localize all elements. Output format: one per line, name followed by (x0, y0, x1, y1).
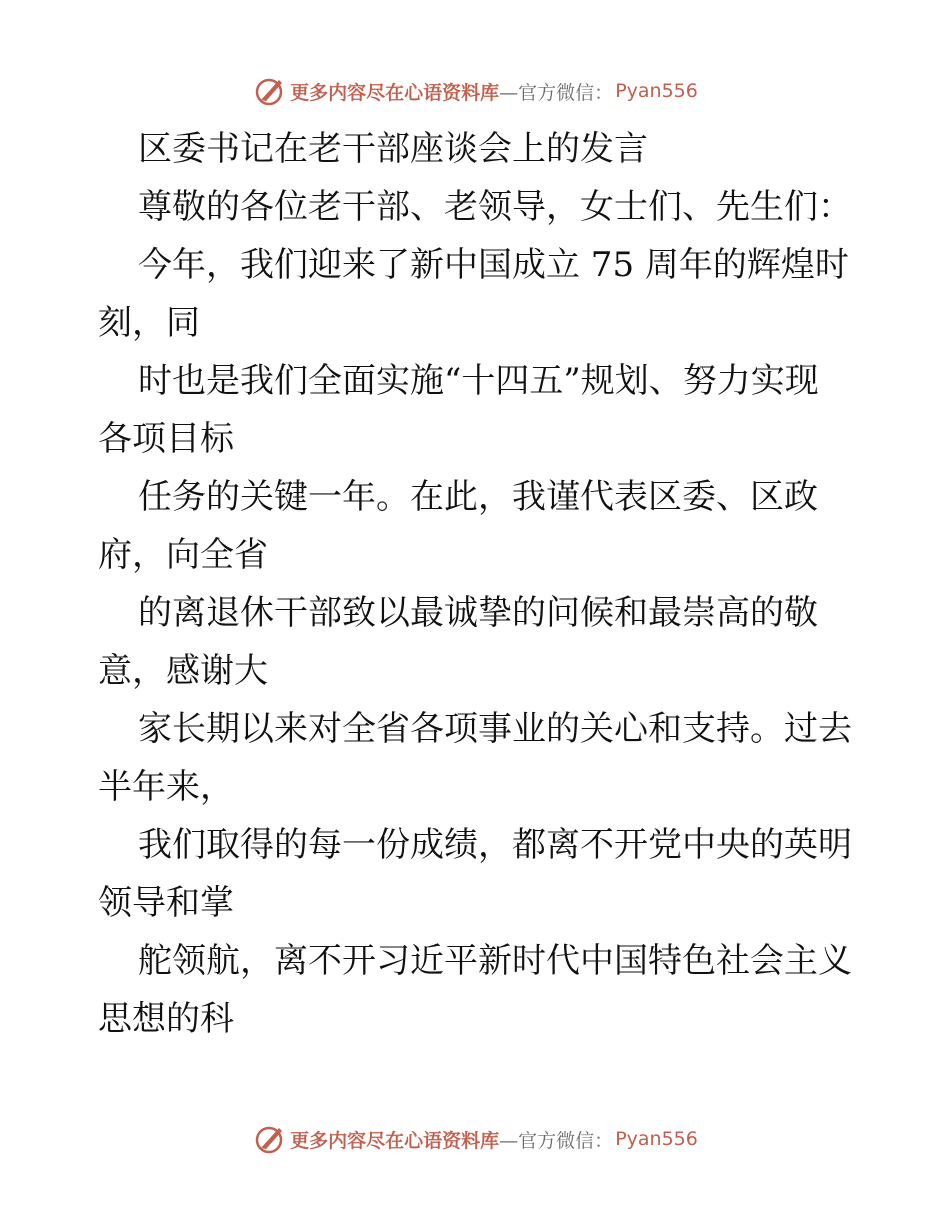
watermark-wechat-id: Pyan556 (615, 1128, 698, 1150)
body-line: 今年，我们迎来了新中国成立 75 周年的辉煌时 (138, 245, 849, 285)
body-line: 府，向全省 (98, 535, 268, 575)
quill-logo-icon (252, 1121, 288, 1157)
body-line: 家长期以来对全省各项事业的关心和支持。过去 (138, 709, 852, 749)
watermark-wechat-id: Pyan556 (615, 80, 698, 102)
watermark-site: 更多内容尽在心语资料库 (290, 1129, 500, 1152)
document-title: 区委书记在老干部座谈会上的发言 (138, 129, 648, 169)
header-watermark (0, 71, 950, 111)
body-line: 我们取得的每一份成绩，都离不开党中央的英明 (138, 825, 852, 865)
body-line: 刻，同 (98, 303, 200, 343)
body-line: 半年来， (98, 767, 234, 807)
body-line: 舵领航，离不开习近平新时代中国特色社会主义 (138, 941, 852, 981)
body-line: 任务的关键一年。在此，我谨代表区委、区政 (138, 477, 818, 517)
watermark-site: 更多内容尽在心语资料库 (290, 81, 500, 104)
body-line: 领导和掌 (98, 883, 234, 923)
watermark-separator: —官方微信： (499, 81, 614, 104)
salutation: 尊敬的各位老干部、老领导，女士们、先生们： (138, 187, 852, 227)
quill-logo-icon (252, 73, 288, 109)
body-line: 思想的科 (98, 999, 234, 1039)
body-line: 时也是我们全面实施“十四五”规划、努力实现 (138, 361, 819, 401)
body-line: 的离退休干部致以最诚挚的问候和最崇高的敬 (138, 593, 818, 633)
footer-watermark (0, 1119, 950, 1159)
document-body (98, 120, 858, 1048)
body-line: 各项目标 (98, 419, 234, 459)
body-line: 意，感谢大 (98, 651, 268, 691)
watermark-separator: —官方微信： (499, 1129, 614, 1152)
